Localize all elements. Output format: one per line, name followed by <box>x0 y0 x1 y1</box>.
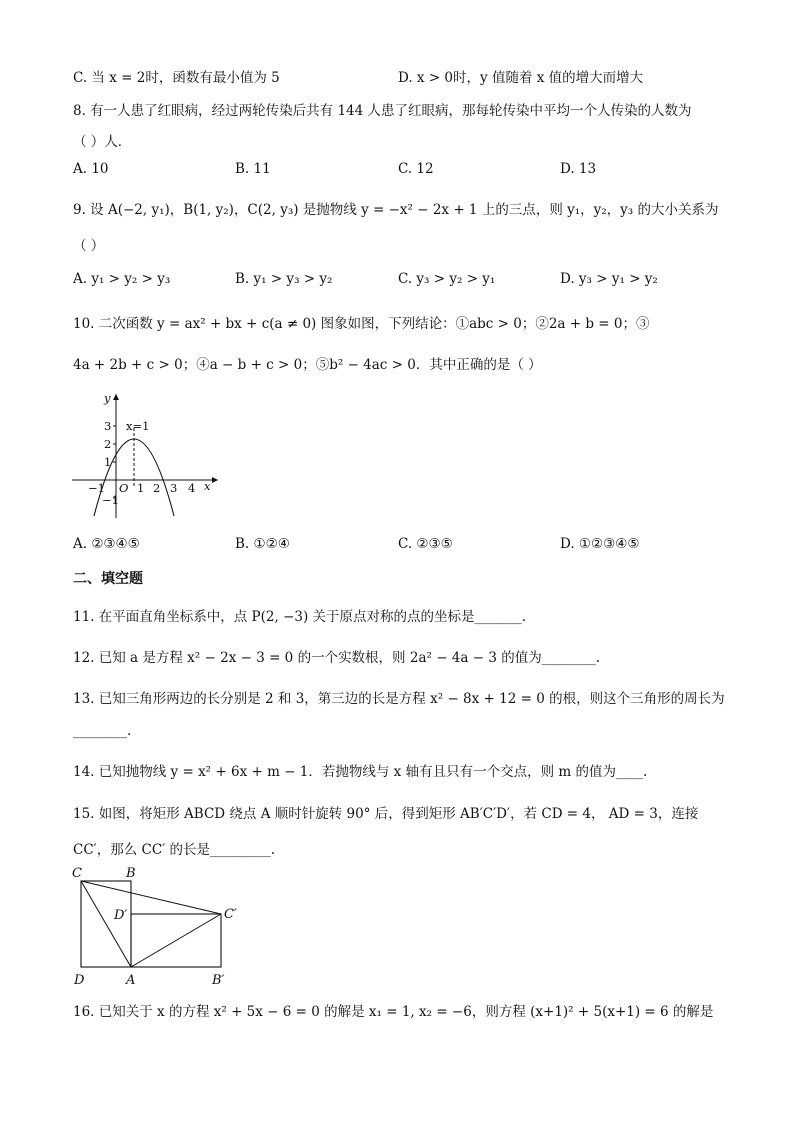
label-b1: B′ <box>212 973 225 988</box>
q15-stem-line1: 15. 如图，将矩形 ABCD 绕点 A 顺时针旋转 90° 后，得到矩形 AB′C′D′，若 CD = 4， AD = 3，连接 <box>73 806 699 822</box>
q8-option-d: D. 13 <box>560 161 597 177</box>
graph-y-label: y <box>104 391 111 405</box>
segment-cc1 <box>81 881 221 914</box>
q13-stem-line2: ________. <box>73 723 132 739</box>
graph-y-tick-1: 1 <box>104 455 112 469</box>
q10-option-a: A. ②③④⑤ <box>73 536 140 552</box>
q11-stem: 11. 在平面直角坐标系中，点 P(2, −3) 关于原点对称的点的坐标是_______. <box>73 609 527 625</box>
q16-stem: 16. 已知关于 x 的方程 x² + 5x − 6 = 0 的解是 x₁ = 1, x₂ = −6，则方程 (x+1)² + 5(x+1) = 6 的解是 <box>73 1004 714 1020</box>
graph-axis-label: x=1 <box>126 419 150 433</box>
q10-stem-line2: 4a + 2b + c > 0；④a − b + c > 0；⑤b² − 4ac > 0．其中正确的是（ ） <box>73 357 542 373</box>
q8-stem-line2: （ ）人． <box>73 134 132 150</box>
label-d: D <box>74 973 85 988</box>
q10-option-c: C. ②③⑤ <box>398 536 453 552</box>
q9-stem-line1: 9. 设 A(−2, y₁)，B(1, y₂)，C(2, y₃) 是抛物线 y = −x² − 2x + 1 上的三点，则 y₁，y₂，y₃ 的大小关系为 <box>73 202 719 218</box>
graph-x-tick-2: 2 <box>153 481 161 495</box>
graph-x-tick-neg1: −1 <box>88 481 105 495</box>
q8-option-a: A. 10 <box>73 161 109 177</box>
label-d1: D′ <box>114 908 128 923</box>
q8-option-c: C. 12 <box>398 161 434 177</box>
label-b: B <box>126 866 136 881</box>
segment-ca <box>81 881 131 967</box>
graph-x-label: x <box>204 479 211 493</box>
label-c: C <box>72 866 82 881</box>
q15-rectangle-figure <box>68 860 248 990</box>
graph-x-tick-4: 4 <box>188 481 196 495</box>
graph-y-tick-3: 3 <box>104 419 112 433</box>
q10-parabola-graph <box>68 388 228 520</box>
q10-stem-line1: 10. 二次函数 y = ax² + bx + c(a ≠ 0) 图象如图，下列结论：①abc > 0；②2a + b = 0；③ <box>73 316 650 332</box>
graph-y-tick-neg1: −1 <box>102 493 119 507</box>
graph-x-tick-1: 1 <box>137 481 145 495</box>
label-c1: C′ <box>224 907 237 922</box>
q12-stem: 12. 已知 a 是方程 x² − 2x − 3 = 0 的一个实数根，则 2a² − 4a − 3 的值为________. <box>73 650 601 666</box>
q9-option-d: D. y₃ > y₁ > y₂ <box>560 271 658 287</box>
q13-stem-line1: 13. 已知三角形两边的长分别是 2 和 3，第三边的长是方程 x² − 8x + 12 = 0 的根，则这个三角形的周长为 <box>73 691 725 707</box>
q8-option-b: B. 11 <box>235 161 271 177</box>
q9-option-b: B. y₁ > y₃ > y₂ <box>235 271 333 287</box>
label-a: A <box>126 973 136 988</box>
graph-x-tick-3: 3 <box>170 481 178 495</box>
q9-stem-line2: （ ） <box>73 238 105 254</box>
q7-option-c: C. 当 x = 2时，函数有最小值为 5 <box>73 70 280 86</box>
q15-stem-line2: CC′，那么 CC′ 的长是_________. <box>73 842 276 858</box>
section-heading-fill-in: 二、填空题 <box>73 571 143 587</box>
q10-option-b: B. ①②④ <box>235 536 290 552</box>
q9-option-c: C. y₃ > y₂ > y₁ <box>398 271 496 287</box>
q10-option-d: D. ①②③④⑤ <box>560 536 640 552</box>
graph-y-tick-2: 2 <box>104 437 112 451</box>
segment-ac1 <box>131 914 221 967</box>
graph-origin-label: O <box>119 481 129 495</box>
q7-option-d: D. x > 0时，y 值随着 x 值的增大而增大 <box>398 70 644 86</box>
q9-option-a: A. y₁ > y₂ > y₃ <box>73 271 171 287</box>
q8-stem-line1: 8. 有一人患了红眼病，经过两轮传染后共有 144 人患了红眼病，那每轮传染中平均一个人传染的人数为 <box>73 103 692 119</box>
q14-stem: 14. 已知抛物线 y = x² + 6x + m − 1．若抛物线与 x 轴有且只有一个交点，则 m 的值为____. <box>73 764 648 780</box>
